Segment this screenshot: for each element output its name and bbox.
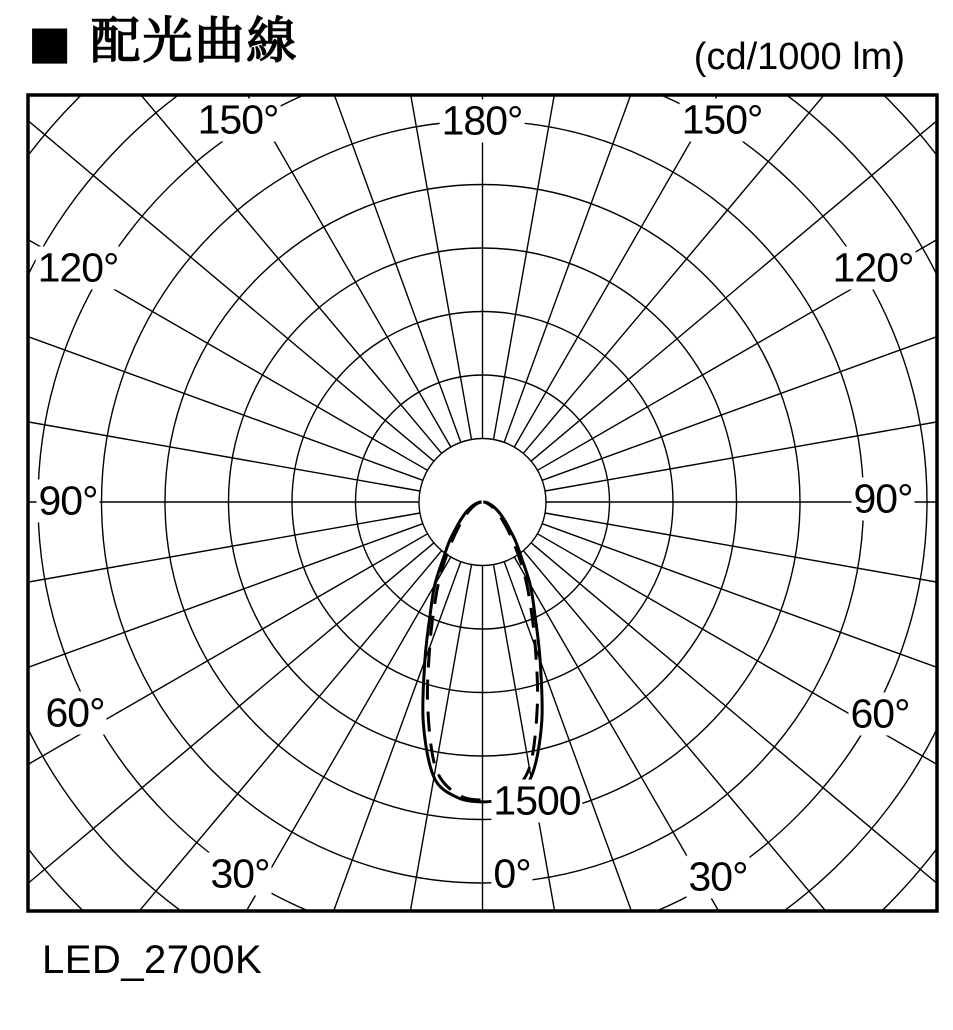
ring-value-label: 1500: [493, 777, 581, 824]
angle-label: 120°: [832, 244, 914, 291]
angle-label: 30°: [210, 850, 270, 897]
section-bullet-icon: ■: [28, 14, 74, 69]
angle-label: 60°: [850, 690, 910, 737]
grid-radial-line: [504, 0, 715, 442]
angle-label: 90°: [853, 475, 913, 522]
angle-label: 180°: [441, 97, 523, 144]
grid-radial-line: [538, 534, 953, 842]
unit-label: (cd/1000 lm): [693, 36, 905, 78]
page-title-text: 配光曲線: [90, 13, 299, 69]
angle-label: 0°: [493, 850, 531, 897]
grid-radial-line: [0, 384, 420, 491]
grid-radial-line: [538, 162, 953, 470]
grid-radial-line: [250, 0, 461, 442]
angle-label: 30°: [688, 853, 748, 900]
angle-label: 150°: [197, 96, 279, 143]
angle-label: 60°: [45, 689, 105, 736]
grid-ring: [419, 439, 546, 566]
angle-label: 90°: [38, 477, 98, 524]
grid-radial-line: [542, 269, 953, 480]
angle-label: 150°: [681, 96, 763, 143]
grid-radial-line: [0, 269, 423, 480]
lamp-type-label: LED_2700K: [42, 938, 263, 982]
angle-label: 120°: [37, 244, 119, 291]
grid-radial-line: [0, 513, 420, 620]
grid-radial-line: [523, 551, 919, 1023]
